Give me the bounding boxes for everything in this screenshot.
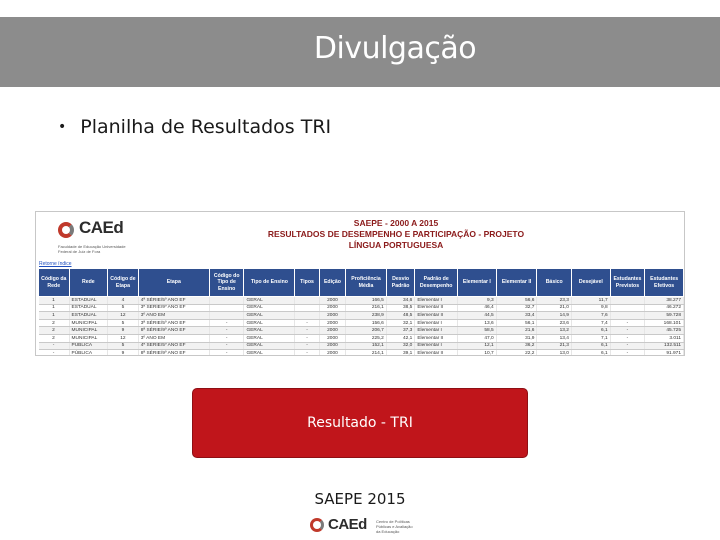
table-cell: - — [209, 319, 244, 327]
table-cell: 3ª SÉRIE/9º ANO EF — [138, 304, 209, 312]
table-cell — [295, 304, 319, 312]
table-cell: 5 — [108, 319, 139, 327]
table-cell: 21,6 — [496, 327, 537, 335]
table-cell: 38,5 — [386, 304, 414, 312]
table-cell: 33,4 — [496, 312, 537, 320]
table-cell: - — [295, 342, 319, 350]
table-cell: MUNICIPAL — [69, 334, 108, 342]
table-cell: Elementar I — [415, 342, 458, 350]
table-cell: 238,9 — [346, 312, 387, 320]
table-cell: 7,4 — [571, 319, 610, 327]
bullet-text: Planilha de Resultados TRI — [80, 116, 332, 138]
table-cell: 1 — [39, 297, 70, 305]
table-cell: GERAL — [244, 350, 295, 356]
column-header: Desejável — [571, 269, 610, 297]
table-cell: - — [295, 319, 319, 327]
column-header: Etapa — [138, 269, 209, 297]
table-cell: 8ª SÉRIE/9º ANO EF — [138, 327, 209, 335]
table-cell: 13,6 — [458, 319, 497, 327]
table-cell: 39,1 — [386, 350, 414, 356]
column-header: Proficiência Média — [346, 269, 387, 297]
table-cell: 1 — [39, 304, 70, 312]
table-cell: 11,7 — [571, 297, 610, 305]
heading-line-3: LÍNGUA PORTUGUESA — [348, 240, 444, 250]
table-cell: GERAL — [244, 327, 295, 335]
table-cell: 34,6 — [386, 297, 414, 305]
title-bar — [0, 17, 720, 87]
table-cell: 45.725 — [645, 327, 684, 335]
table-cell: 214,1 — [346, 350, 387, 356]
column-header: Código da Rede — [39, 269, 70, 297]
table-cell: GERAL — [244, 312, 295, 320]
table-cell: 32,7 — [496, 304, 537, 312]
table-cell: - — [295, 327, 319, 335]
heading-line-1: SAEPE - 2000 A 2015 — [353, 218, 439, 228]
table-row — [39, 312, 684, 320]
table-cell: 9 — [108, 327, 139, 335]
table-cell: 59.728 — [645, 312, 684, 320]
table-cell: 12 — [108, 334, 139, 342]
table-cell: MUNICIPAL — [69, 319, 108, 327]
table-cell: 5 — [108, 342, 139, 350]
results-table — [38, 268, 684, 356]
table-cell: 3º ANO EM — [138, 334, 209, 342]
table-cell: 38.277 — [645, 297, 684, 305]
table-cell: 2000 — [319, 327, 345, 335]
table-cell: 31,9 — [496, 334, 537, 342]
table-cell: 47,0 — [458, 334, 497, 342]
table-cell: 132.511 — [645, 342, 684, 350]
table-cell: 7,6 — [571, 312, 610, 320]
table-cell: ESTADUAL — [69, 304, 108, 312]
table-cell: 10,7 — [458, 350, 497, 356]
table-cell: - — [610, 327, 645, 335]
table-row — [39, 304, 684, 312]
footer-caed-logo — [310, 516, 420, 536]
table-cell: 56,1 — [496, 319, 537, 327]
table-cell: - — [209, 327, 244, 335]
table-cell: - — [39, 342, 70, 350]
table-cell: Elementar I — [415, 319, 458, 327]
table-cell: 32,0 — [386, 342, 414, 350]
table-cell: - — [610, 319, 645, 327]
table-cell: 32,1 — [386, 319, 414, 327]
column-header: Elementar II — [496, 269, 537, 297]
result-tri-button[interactable] — [192, 388, 528, 458]
table-row — [39, 342, 684, 350]
caed-logo-text: CAEd — [79, 218, 124, 237]
table-cell: 168.101 — [645, 319, 684, 327]
caed-logo-icon — [58, 222, 74, 238]
table-cell: - — [39, 350, 70, 356]
table-cell: 206,7 — [346, 327, 387, 335]
table-cell — [610, 304, 645, 312]
table-cell: 9,8 — [571, 304, 610, 312]
table-cell: Elementar II — [415, 312, 458, 320]
table-cell: 1 — [39, 312, 70, 320]
table-cell: - — [610, 350, 645, 356]
table-cell: 21,0 — [537, 304, 572, 312]
table-cell: 166,5 — [346, 297, 387, 305]
caed-logo — [58, 218, 178, 258]
table-row — [39, 334, 684, 342]
table-cell: 4ª SÉRIE/5º ANO EF — [138, 342, 209, 350]
table-cell: 56,6 — [496, 297, 537, 305]
column-header: Estudantes Efetivos — [645, 269, 684, 297]
table-cell: PÚBLICA — [69, 342, 108, 350]
table-cell: 9,3 — [458, 297, 497, 305]
table-cell — [209, 304, 244, 312]
table-cell — [610, 312, 645, 320]
column-header: Básico — [537, 269, 572, 297]
table-cell: 23,6 — [537, 319, 572, 327]
table-cell: 12 — [108, 312, 139, 320]
column-header: Tipos — [295, 269, 319, 297]
table-cell: 21,3 — [537, 342, 572, 350]
table-cell: - — [209, 342, 244, 350]
slide-title: Divulgação — [313, 31, 477, 66]
footer-label: SAEPE 2015 — [314, 490, 406, 508]
table-cell: - — [295, 350, 319, 356]
table-cell: 2000 — [319, 312, 345, 320]
table-cell: 2000 — [319, 350, 345, 356]
table-cell — [209, 297, 244, 305]
index-link[interactable]: Retorne índice — [39, 261, 72, 267]
table-cell: - — [209, 334, 244, 342]
table-cell: MUNICIPAL — [69, 327, 108, 335]
table-cell — [209, 312, 244, 320]
spreadsheet-heading — [236, 218, 556, 251]
table-body — [39, 297, 684, 357]
table-cell: 9 — [108, 350, 139, 356]
table-cell — [295, 312, 319, 320]
result-tri-label: Resultado - TRI — [307, 415, 413, 431]
table-cell: 91.971 — [645, 350, 684, 356]
table-cell: 2000 — [319, 334, 345, 342]
column-header: Edição — [319, 269, 345, 297]
column-header: Elementar I — [458, 269, 497, 297]
table-cell: 12,1 — [458, 342, 497, 350]
column-header: Padrão de Desempenho — [415, 269, 458, 297]
table-cell: 4 — [108, 297, 139, 305]
table-cell: 46,4 — [458, 304, 497, 312]
table-row — [39, 350, 684, 356]
table-cell: 3.011 — [645, 334, 684, 342]
table-cell: Elementar II — [415, 334, 458, 342]
table-cell: 13,4 — [537, 334, 572, 342]
table-cell: ESTADUAL — [69, 312, 108, 320]
table-cell — [610, 297, 645, 305]
table-row — [39, 319, 684, 327]
table-cell: GERAL — [244, 334, 295, 342]
table-cell: 36,2 — [496, 342, 537, 350]
table-cell: 42,1 — [386, 334, 414, 342]
table-cell: 22,2 — [496, 350, 537, 356]
table-cell: 156,6 — [346, 319, 387, 327]
table-cell: - — [295, 334, 319, 342]
table-cell: GERAL — [244, 297, 295, 305]
table-cell: GERAL — [244, 304, 295, 312]
column-header: Desvio Padrão — [386, 269, 414, 297]
table-cell: 8ª SÉRIE/9º ANO EF — [138, 350, 209, 356]
table-cell: 48,5 — [386, 312, 414, 320]
table-cell: 2000 — [319, 297, 345, 305]
table-cell: GERAL — [244, 319, 295, 327]
table-cell: 37,3 — [386, 327, 414, 335]
table-cell: 5 — [108, 304, 139, 312]
table-cell: 216,1 — [346, 304, 387, 312]
table-cell: Elementar I — [415, 297, 458, 305]
table-cell: 225,2 — [346, 334, 387, 342]
table-cell: 6,1 — [571, 327, 610, 335]
table-cell: Elementar II — [415, 304, 458, 312]
table-cell: 3º ANO EM — [138, 312, 209, 320]
table-cell: 152,1 — [346, 342, 387, 350]
table-cell: - — [610, 334, 645, 342]
spreadsheet-screenshot — [35, 211, 685, 356]
table-cell: 2000 — [319, 304, 345, 312]
table-cell: 23,3 — [537, 297, 572, 305]
caed-logo-subtitle: Faculdade de Educação Universidade Federal de Juiz de Fora — [58, 244, 126, 254]
footer-caed-logo-icon — [310, 518, 324, 532]
table-row — [39, 297, 684, 305]
table-cell: 13,0 — [537, 350, 572, 356]
table-cell: Elementar I — [415, 327, 458, 335]
table-cell: Elementar II — [415, 350, 458, 356]
table-cell: 2000 — [319, 319, 345, 327]
table-cell: 7,1 — [571, 334, 610, 342]
table-cell: - — [610, 342, 645, 350]
table-cell: 44,5 — [458, 312, 497, 320]
column-header: Rede — [69, 269, 108, 297]
heading-line-2: RESULTADOS DE DESEMPENHO E PARTICIPAÇÃO - PROJETO — [267, 229, 525, 239]
table-cell: 2000 — [319, 342, 345, 350]
table-cell: PÚBLICA — [69, 350, 108, 356]
table-cell: 14,9 — [537, 312, 572, 320]
table-cell: 2 — [39, 327, 70, 335]
column-header: Código do Tipo de Ensino — [209, 269, 244, 297]
table-cell: 2 — [39, 319, 70, 327]
table-cell: 3ª SÉRIE/5º ANO EF — [138, 319, 209, 327]
column-header: Tipo de Ensino — [244, 269, 295, 297]
table-row — [39, 327, 684, 335]
table-cell: 13,2 — [537, 327, 572, 335]
table-cell: 46.272 — [645, 304, 684, 312]
table-cell: 2 — [39, 334, 70, 342]
bullet-icon: • — [58, 119, 67, 135]
footer-caed-logo-text: CAEd — [328, 516, 367, 533]
table-cell: GERAL — [244, 342, 295, 350]
bullet-item — [58, 116, 331, 138]
table-cell: 6,1 — [571, 342, 610, 350]
table-cell: 4ª SÉRIE/5º ANO EF — [138, 297, 209, 305]
table-header-row — [39, 269, 684, 297]
column-header: Estudantes Previstos — [610, 269, 645, 297]
table-cell: - — [209, 350, 244, 356]
footer-caed-logo-subtitle: Centro de Políticas Públicas e Avaliação da Educação — [376, 519, 413, 534]
table-cell — [295, 297, 319, 305]
column-header: Código de Etapa — [108, 269, 139, 297]
table-cell: 58,5 — [458, 327, 497, 335]
table-cell: 6,1 — [571, 350, 610, 356]
table-cell: ESTADUAL — [69, 297, 108, 305]
